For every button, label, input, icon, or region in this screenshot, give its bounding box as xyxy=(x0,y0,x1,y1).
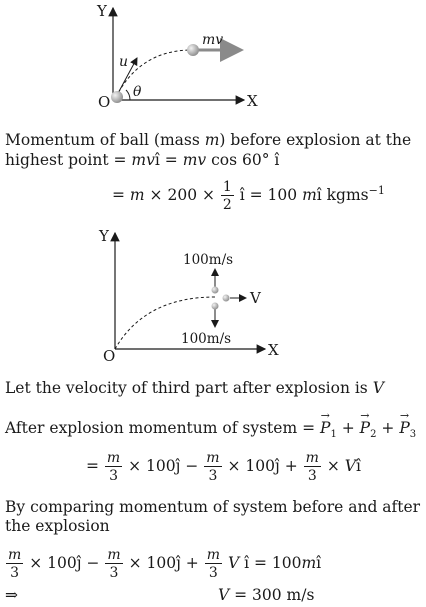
fig1-theta-label: θ xyxy=(133,84,142,100)
fig1-y-label: Y xyxy=(97,2,107,20)
fig2-v-label: V xyxy=(250,289,261,307)
fig2-top-speed-label: 100m/s xyxy=(183,252,234,268)
para1-line1: Momentum of ball (mass m) before explosion at the xyxy=(5,131,412,149)
fig2-bottom-speed-label: 100m/s xyxy=(181,331,232,347)
fig1-u-label: u xyxy=(119,54,129,70)
para3-line2: the explosion xyxy=(5,517,110,535)
para2-line1: Let the velocity of third part after explosion is V xyxy=(5,379,384,397)
para3-line1: By comparing momentum of system before and after xyxy=(5,498,421,516)
para2-eq: = $\frac{m}{3}$ × 100ĵ − $\frac{m}{3}$ × 100ĵ + $\frac{m}{3}$ × Vî xyxy=(86,450,361,484)
fig2-fragment-top xyxy=(212,287,219,294)
para3-eq: $\frac{m}{3}$ × 100ĵ − $\frac{m}{3}$ × 100ĵ + $\frac{m}{3}$ V î = 100mî xyxy=(8,547,322,581)
para1-line3: = m × 200 × $\frac{1}{2}$ î = 100 mî kgms$^{-1}$ xyxy=(112,179,385,213)
fig1-ball-top xyxy=(187,44,199,56)
half-fraction: $\frac{1}{2}$ xyxy=(222,179,232,213)
para2-line2: After explosion momentum of system = → $P_1$ + → $P_2$ + → $P_3$ xyxy=(5,419,416,444)
fig1-mv-label: mv xyxy=(202,32,224,48)
fig2-fragment-bottom xyxy=(212,303,219,310)
fig1-ball-origin xyxy=(111,91,123,103)
fig1-angle-arc xyxy=(126,90,130,100)
implies-symbol: ⇒ xyxy=(5,586,18,604)
fig2-x-label: X xyxy=(268,341,279,359)
figure-1-projectile-diagram xyxy=(0,0,426,130)
figure-2-explosion-diagram xyxy=(0,225,426,365)
fig1-origin-label: O xyxy=(98,93,111,111)
fig2-origin-label: O xyxy=(103,347,116,365)
fig2-fragment-right xyxy=(223,295,230,302)
fig2-y-label: Y xyxy=(99,227,109,245)
final-result: V = 300 m/s xyxy=(218,586,315,604)
fig1-x-label: X xyxy=(247,92,258,110)
para1-line2: highest point = mvî = mv cos 60° î xyxy=(5,151,280,169)
